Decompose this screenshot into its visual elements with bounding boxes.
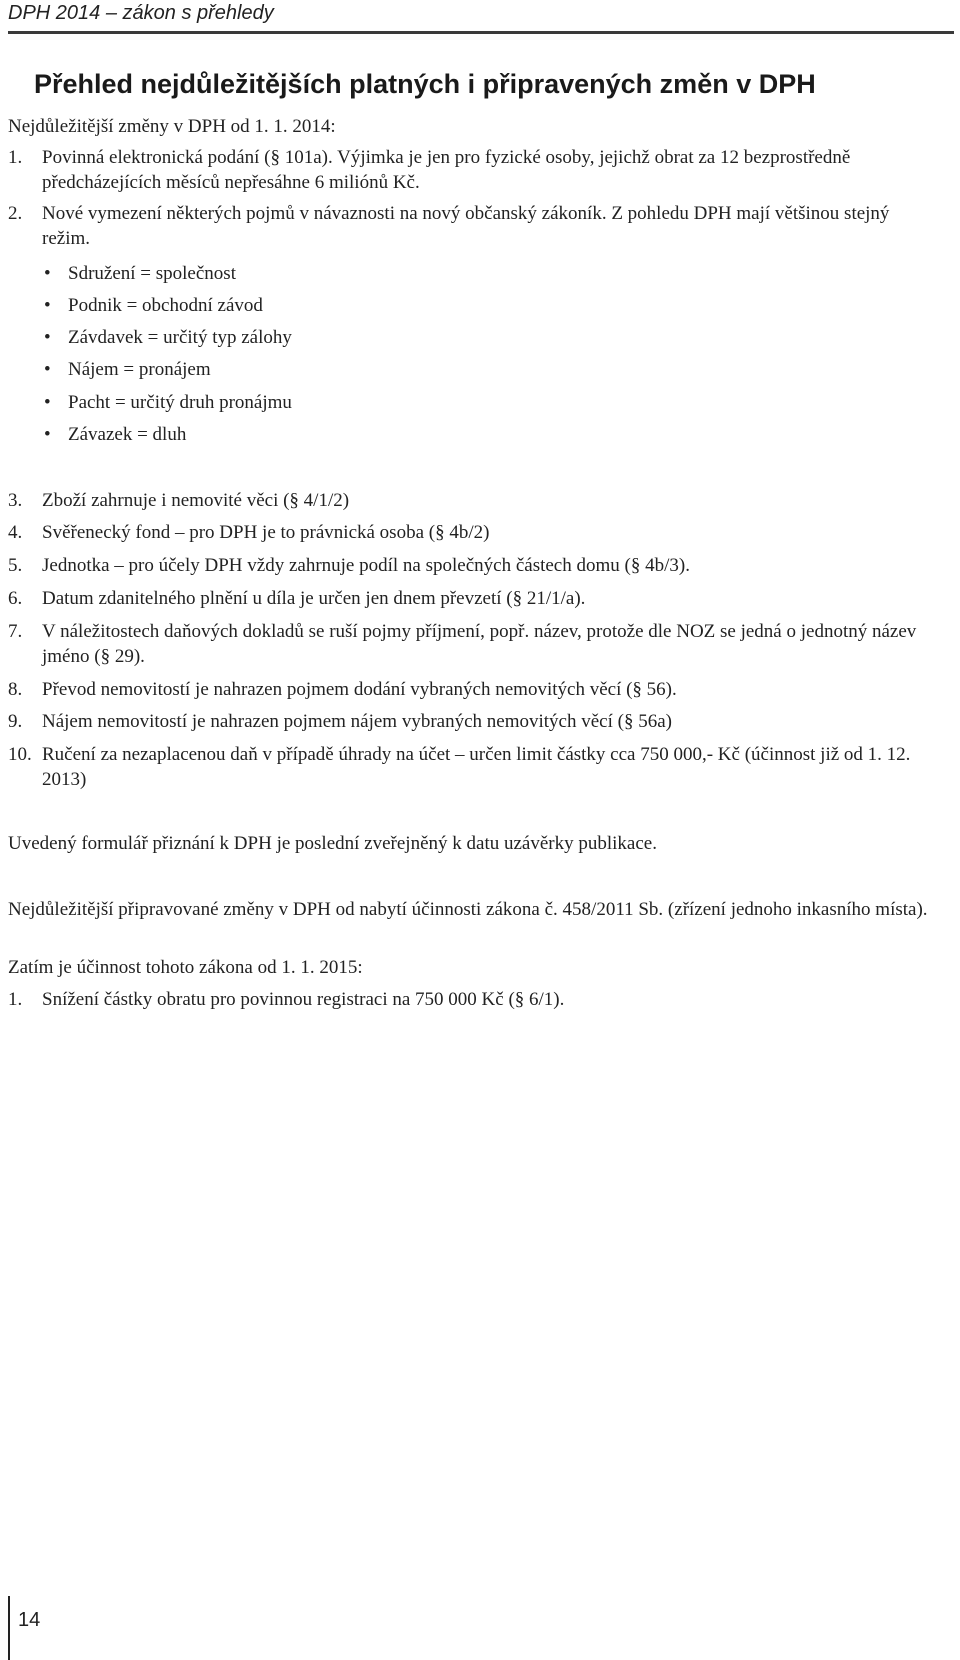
list-item — [8, 619, 948, 669]
list-item-text: Povinná elektronická podání (§ 101a). Výjimka je jen pro fyzické osoby, jejichž obrat za 12 bezprostředně předcházejících měsíců nepřesáhne 6 miliónů Kč. — [42, 147, 851, 193]
intro-text: Nejdůležitější změny v DPH od 1. 1. 2014: — [8, 116, 336, 137]
list-item — [8, 553, 948, 578]
bullet-text: Podnik = obchodní závod — [68, 295, 263, 316]
list-item-number: 1. — [8, 147, 23, 168]
list-item-text: Nájem nemovitostí je nahrazen pojmem nájem vybraných nemovitých věcí (§ 56a) — [42, 711, 672, 732]
list-item-number: 4. — [8, 522, 23, 543]
list-item — [8, 201, 948, 251]
planned-effective: Zatím je účinnost tohoto zákona od 1. 1. 2015: — [8, 957, 363, 978]
bullet-icon: • — [44, 263, 51, 284]
list-item-text: V náležitostech daňových dokladů se ruší pojmy příjmení, popř. název, protože dle NOZ se jedná o jednotný název jméno (§ 29). — [42, 621, 917, 667]
list-item-text: Ručení za nezaplacenou daň v případě úhrady na účet – určen limit částky cca 750 000,- Kč (účinnost již od 1. 12. 2013) — [42, 744, 911, 790]
list-item-number: 9. — [8, 711, 23, 732]
header-rule — [8, 31, 954, 34]
header-title: DPH 2014 – zákon s přehledy — [8, 2, 274, 24]
list-item — [8, 742, 948, 792]
list-item-number: 2. — [8, 203, 23, 224]
bullet-icon: • — [44, 359, 51, 380]
list-item — [8, 145, 948, 195]
bullet-text: Nájem = pronájem — [68, 359, 211, 380]
bullet-icon: • — [44, 327, 51, 348]
list-item — [8, 677, 948, 702]
list-item — [8, 488, 948, 513]
page-heading: Přehled nejdůležitějších platných i připravených změn v DPH — [34, 69, 816, 99]
bullet-icon: • — [44, 392, 51, 413]
list-item-text: Zboží zahrnuje i nemovité věci (§ 4/1/2) — [42, 490, 350, 511]
list-item-text: Snížení částky obratu pro povinnou registraci na 750 000 Kč (§ 6/1). — [42, 989, 565, 1010]
bullet-icon: • — [44, 295, 51, 316]
page-number: 14 — [18, 1609, 41, 1631]
list-item-text: Svěřenecký fond – pro DPH je to právnická osoba (§ 4b/2) — [42, 522, 490, 543]
list-item — [8, 987, 948, 1012]
list-item-number: 5. — [8, 555, 23, 576]
list-item-text: Nové vymezení některých pojmů v návaznosti na nový občanský zákoník. Z pohledu DPH mají většinou stejný režim. — [42, 203, 890, 249]
publication-note: Uvedený formulář přiznání k DPH je poslední zveřejněný k datu uzávěrky publikace. — [8, 833, 657, 854]
list-item-text: Jednotka – pro účely DPH vždy zahrnuje podíl na společných částech domu (§ 4b/3). — [42, 555, 690, 576]
bullet-text: Sdružení = společnost — [68, 263, 236, 284]
list-item-number: 7. — [8, 621, 23, 642]
list-item-text: Datum zdanitelného plnění u díla je určen jen dnem převzetí (§ 21/1/a). — [42, 588, 586, 609]
list-item — [8, 709, 948, 734]
page-number-rule — [8, 1596, 10, 1660]
bullet-text: Závdavek = určitý typ zálohy — [68, 327, 292, 348]
list-item — [8, 586, 948, 611]
list-item-number: 6. — [8, 588, 23, 609]
list-item-number: 3. — [8, 490, 23, 511]
planned-intro: Nejdůležitější připravované změny v DPH od nabytí účinnosti zákona č. 458/2011 Sb. (zřízení jednoho inkasního místa). — [8, 899, 928, 920]
bullet-text: Závazek = dluh — [68, 424, 187, 445]
list-item-number: 10. — [8, 744, 32, 765]
list-item-number: 1. — [8, 989, 23, 1010]
bullet-text: Pacht = určitý druh pronájmu — [68, 392, 292, 413]
bullet-icon: • — [44, 424, 51, 445]
list-item-number: 8. — [8, 679, 23, 700]
list-item-text: Převod nemovitostí je nahrazen pojmem dodání vybraných nemovitých věcí (§ 56). — [42, 679, 677, 700]
list-item — [8, 520, 948, 545]
